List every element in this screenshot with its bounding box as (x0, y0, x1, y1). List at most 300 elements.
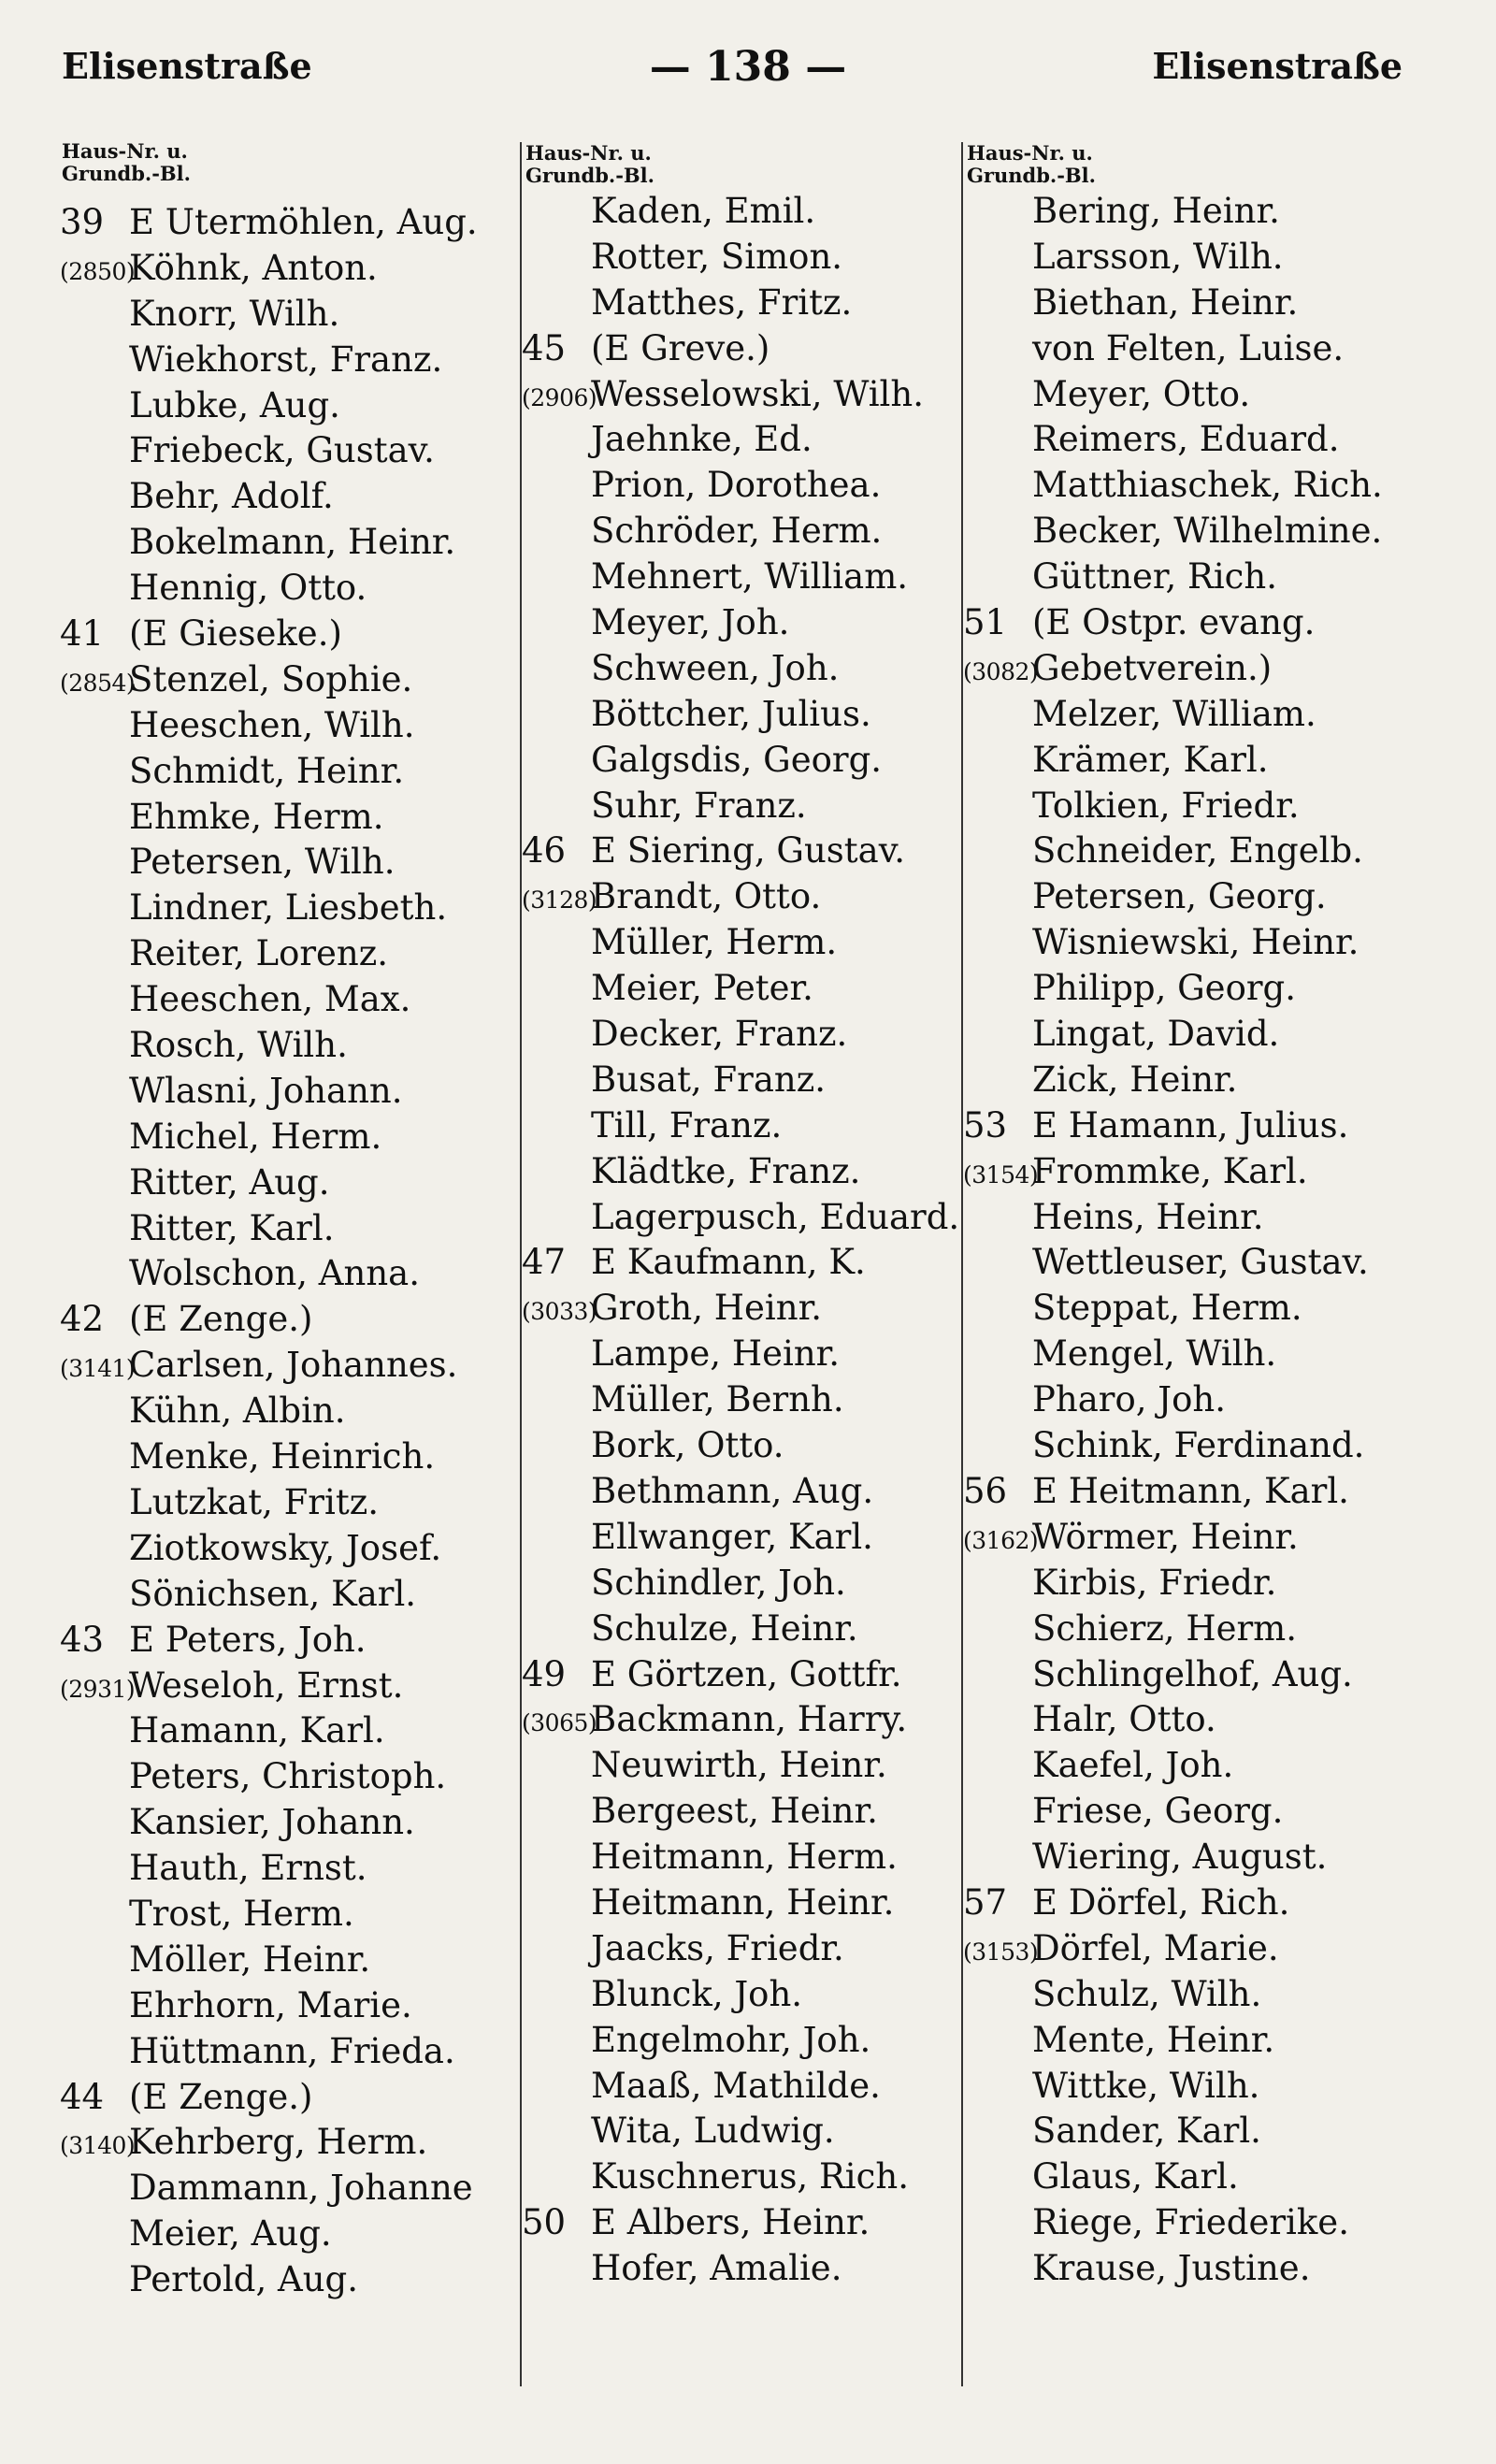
list-item (963, 1149, 1449, 1195)
house-number: 46 (522, 830, 567, 872)
resident-name: Bork, Otto. (591, 1425, 784, 1466)
land-register-number: (3140) (60, 2132, 136, 2160)
resident-name: Rosch, Wilh. (129, 1025, 348, 1066)
list-item (522, 920, 971, 966)
resident-name: Knorr, Wilh. (129, 293, 340, 334)
resident-name: Wittke, Wilh. (1032, 2065, 1260, 2106)
resident-name: Philipp, Georg. (1032, 968, 1296, 1009)
list-item (60, 1846, 527, 1892)
list-item (963, 463, 1449, 509)
resident-name: Ehmke, Herm. (129, 796, 384, 837)
resident-name: Backmann, Harry. (591, 1699, 908, 1740)
resident-name: Hüttmann, Frieda. (129, 2030, 455, 2071)
list-item (60, 1938, 527, 1983)
list-item (522, 1515, 971, 1561)
resident-name: Suhr, Franz. (591, 785, 807, 826)
resident-name: Friese, Georg. (1032, 1791, 1284, 1832)
list-item (963, 1195, 1449, 1241)
resident-name: Klädtke, Franz. (591, 1150, 861, 1191)
resident-name: Güttner, Rich. (1032, 556, 1277, 598)
resident-name: Decker, Franz. (591, 1014, 848, 1055)
resident-name: Matthiaschek, Rich. (1032, 465, 1383, 506)
list-item (963, 2200, 1449, 2246)
list-item (522, 784, 971, 829)
resident-name: Kaden, Emil. (591, 191, 816, 231)
list-item (60, 749, 527, 795)
list-item (963, 281, 1449, 326)
resident-name: Schmidt, Heinr. (129, 750, 405, 791)
house-number: 44 (60, 2076, 105, 2117)
column-header (525, 142, 654, 187)
house-number: 49 (522, 1653, 567, 1694)
list-item (522, 1286, 971, 1332)
resident-name: Bergeest, Heinr. (591, 1791, 878, 1832)
resident-name: von Felten, Luise. (1032, 327, 1345, 368)
list-item (963, 509, 1449, 555)
resident-name: Riege, Friederike. (1032, 2202, 1349, 2243)
entry-list (522, 189, 971, 2292)
list-item (522, 189, 971, 235)
resident-name: Larsson, Wilh. (1032, 236, 1284, 277)
list-item (60, 1434, 527, 1480)
list-item (522, 372, 971, 418)
column-header-line1: Haus-Nr. u. (62, 139, 188, 163)
list-item (522, 1012, 971, 1058)
list-item (60, 520, 527, 566)
resident-name: Neuwirth, Heinr. (591, 1745, 887, 1786)
list-item (522, 1835, 971, 1880)
list-item (522, 1926, 971, 1972)
list-item (963, 1972, 1449, 2018)
resident-name: E Albers, Heinr. (591, 2202, 870, 2243)
list-item (60, 886, 527, 931)
list-item (522, 1561, 971, 1607)
list-item (522, 555, 971, 600)
resident-name: Lindner, Liesbeth. (129, 887, 448, 929)
resident-name: Lagerpusch, Eduard. (591, 1196, 960, 1237)
land-register-number: (3033) (522, 1298, 597, 1326)
land-register-number: (3082) (963, 657, 1039, 685)
resident-name: Blunck, Joh. (591, 1973, 803, 2014)
resident-name: Busat, Franz. (591, 1059, 826, 1100)
resident-name: Schneider, Engelb. (1032, 830, 1363, 872)
list-item (522, 1652, 971, 1698)
resident-name: Michel, Herm. (129, 1116, 382, 1157)
resident-name: E Hamann, Julius. (1032, 1104, 1349, 1146)
resident-name: Lampe, Heinr. (591, 1333, 841, 1375)
list-item (522, 281, 971, 326)
page-number: — 138 — (649, 43, 847, 91)
land-register-number: (2854) (60, 669, 136, 697)
list-item (963, 1926, 1449, 1972)
resident-name: Hamann, Karl. (129, 1710, 385, 1751)
resident-name: Heins, Heinr. (1032, 1196, 1264, 1237)
resident-name: Schindler, Joh. (591, 1562, 846, 1603)
column-header-line2: Grundb.-Bl. (525, 164, 654, 187)
column-header-line2: Grundb.-Bl. (62, 162, 191, 185)
list-item (60, 1023, 527, 1069)
resident-name: Tolkien, Friedr. (1032, 785, 1300, 826)
resident-name: Wiekhorst, Franz. (129, 339, 443, 380)
list-item (522, 1789, 971, 1835)
resident-name: Engelmohr, Joh. (591, 2019, 871, 2060)
resident-name: Pharo, Joh. (1032, 1379, 1226, 1420)
list-item (60, 474, 527, 520)
list-item (522, 1972, 971, 2018)
list-item (963, 1880, 1449, 1926)
resident-name: Dörfel, Marie. (1032, 1927, 1279, 1968)
list-item (963, 829, 1449, 874)
resident-name: Köhnk, Anton. (129, 247, 378, 288)
list-item (963, 2109, 1449, 2154)
list-item (522, 235, 971, 281)
resident-name: Bethmann, Aug. (591, 1470, 874, 1511)
list-item (60, 2029, 527, 2075)
list-item (963, 2154, 1449, 2200)
list-item (522, 1103, 971, 1149)
list-item (522, 326, 971, 372)
resident-name: Biethan, Heinr. (1032, 281, 1299, 323)
list-item (522, 2109, 971, 2154)
list-item (522, 1149, 971, 1195)
resident-name: Kühn, Albin. (129, 1391, 346, 1432)
resident-name: Till, Franz. (591, 1104, 783, 1146)
list-item (963, 600, 1449, 646)
resident-name: Trost, Herm. (129, 1893, 354, 1934)
land-register-number: (3153) (963, 1938, 1039, 1966)
list-item (522, 2200, 971, 2246)
resident-name: Frommke, Karl. (1032, 1150, 1308, 1191)
resident-name: Schröder, Herm. (591, 511, 883, 552)
resident-name: Jaehnke, Ed. (591, 419, 813, 460)
resident-name: Carlsen, Johannes. (129, 1345, 458, 1386)
resident-name: Prion, Dorothea. (591, 465, 882, 506)
list-item (60, 1754, 527, 1800)
list-item (60, 428, 527, 474)
resident-name: Melzer, William. (1032, 693, 1316, 734)
list-item (522, 1058, 971, 1103)
land-register-number: (2850) (60, 257, 136, 285)
list-item (963, 1423, 1449, 1469)
list-item (522, 1195, 971, 1241)
resident-name: Sönichsen, Karl. (129, 1573, 417, 1614)
list-item (963, 1058, 1449, 1103)
list-item (60, 566, 527, 612)
resident-name: Heeschen, Wilh. (129, 704, 415, 745)
list-item (60, 1526, 527, 1572)
land-register-number: (3162) (963, 1526, 1039, 1554)
list-item (963, 920, 1449, 966)
resident-name: Rotter, Simon. (591, 236, 843, 277)
list-item (963, 372, 1449, 418)
list-item (60, 1983, 527, 2029)
list-item (522, 874, 971, 920)
resident-name: Wisniewski, Heinr. (1032, 922, 1359, 963)
house-number: 41 (60, 613, 105, 655)
resident-name: Dammann, Johanne (129, 2168, 473, 2209)
list-item (60, 1664, 527, 1709)
list-item (963, 1240, 1449, 1286)
land-register-number: (3065) (522, 1709, 597, 1737)
resident-name: (E Ostpr. evang. (1032, 602, 1316, 643)
resident-name: Maaß, Mathilde. (591, 2065, 881, 2106)
resident-name: Friebeck, Gustav. (129, 430, 435, 471)
list-item (522, 1240, 971, 1286)
house-number: 47 (522, 1242, 567, 1283)
resident-name: Heeschen, Max. (129, 979, 411, 1020)
list-item (963, 2064, 1449, 2110)
resident-name: Mehnert, William. (591, 556, 909, 598)
resident-name: Ritter, Karl. (129, 1207, 335, 1248)
resident-name: Bokelmann, Heinr. (129, 522, 456, 563)
resident-name: Meyer, Joh. (591, 602, 790, 643)
list-item (522, 966, 971, 1012)
resident-name: E Kaufmann, K. (591, 1242, 866, 1283)
resident-name: Lubke, Aug. (129, 384, 340, 425)
entry-list (60, 200, 527, 2303)
resident-name: Groth, Heinr. (591, 1288, 822, 1329)
resident-name: Böttcher, Julius. (591, 693, 871, 734)
land-register-number: (3141) (60, 1355, 136, 1383)
resident-name: Bering, Heinr. (1032, 191, 1280, 231)
resident-name: Gebetverein.) (1032, 647, 1273, 688)
list-item (60, 1251, 527, 1297)
list-item (963, 417, 1449, 463)
list-item (60, 292, 527, 338)
resident-name: Wörmer, Heinr. (1032, 1516, 1299, 1557)
list-item (522, 600, 971, 646)
resident-name: Hennig, Otto. (129, 568, 367, 609)
resident-name: (E Zenge.) (129, 2076, 313, 2117)
list-item (963, 2246, 1449, 2292)
land-register-number: (3154) (963, 1160, 1039, 1189)
resident-name: Reimers, Eduard. (1032, 419, 1340, 460)
resident-name: Ziotkowsky, Josef. (129, 1527, 442, 1568)
column-1 (60, 139, 527, 2300)
list-item (60, 2075, 527, 2121)
column-2 (520, 142, 971, 2386)
column-header (62, 140, 527, 185)
list-item (522, 1880, 971, 1926)
column-header (967, 142, 1096, 187)
resident-name: Ritter, Aug. (129, 1161, 330, 1203)
resident-name: Halr, Otto. (1032, 1699, 1216, 1740)
resident-name: Meier, Aug. (129, 2213, 332, 2255)
resident-name: Reiter, Lorenz. (129, 933, 389, 974)
house-number: 42 (60, 1299, 105, 1340)
list-item (522, 2018, 971, 2064)
resident-name: Sander, Karl. (1032, 2111, 1261, 2152)
resident-name: Wlasni, Johann. (129, 1070, 403, 1111)
list-item (963, 1607, 1449, 1652)
resident-name: Mente, Heinr. (1032, 2019, 1275, 2060)
resident-name: Kehrberg, Herm. (129, 2122, 428, 2163)
resident-name: Schierz, Herm. (1032, 1607, 1298, 1649)
list-item (963, 874, 1449, 920)
list-item (963, 235, 1449, 281)
resident-name: Lingat, David. (1032, 1014, 1280, 1055)
list-item (522, 829, 971, 874)
resident-name: Wolschon, Anna. (129, 1253, 420, 1294)
resident-name: Krause, Justine. (1032, 2248, 1311, 2289)
list-item (60, 840, 527, 886)
list-item (963, 646, 1449, 692)
list-item (60, 1389, 527, 1434)
list-item (60, 703, 527, 749)
land-register-number: (2906) (522, 383, 597, 411)
resident-name: Matthes, Fritz. (591, 281, 853, 323)
resident-name: E Peters, Joh. (129, 1619, 367, 1660)
resident-name: Wettleuser, Gustav. (1032, 1242, 1369, 1283)
resident-name: E Siering, Gustav. (591, 830, 905, 872)
list-item (522, 2246, 971, 2292)
resident-name: Pertold, Aug. (129, 2259, 358, 2300)
resident-name: (E Gieseke.) (129, 613, 342, 655)
list-item (963, 1469, 1449, 1515)
list-item (963, 1286, 1449, 1332)
list-item (60, 1115, 527, 1160)
resident-name: (E Zenge.) (129, 1299, 313, 1340)
resident-name: Galgsdis, Georg. (591, 739, 883, 780)
column-header-line2: Grundb.-Bl. (967, 164, 1096, 187)
resident-name: Kaefel, Joh. (1032, 1745, 1234, 1786)
list-item (522, 463, 971, 509)
house-number: 45 (522, 327, 567, 368)
list-item (60, 1206, 527, 1252)
list-item (60, 383, 527, 429)
resident-name: Ellwanger, Karl. (591, 1516, 873, 1557)
list-item (60, 2257, 527, 2303)
list-item (60, 795, 527, 841)
list-item (60, 1892, 527, 1938)
land-register-number: (3128) (522, 886, 597, 915)
list-item (60, 977, 527, 1023)
house-number: 56 (963, 1470, 1008, 1511)
list-item (60, 2120, 527, 2166)
resident-name: Müller, Bernh. (591, 1379, 844, 1420)
resident-name: Meier, Peter. (591, 968, 813, 1009)
list-item (963, 555, 1449, 600)
resident-name: Menke, Heinrich. (129, 1436, 436, 1477)
resident-name: Jaacks, Friedr. (591, 1927, 844, 1968)
list-item (60, 1572, 527, 1618)
land-register-number: (2931) (60, 1675, 136, 1703)
list-item (963, 738, 1449, 784)
list-item (522, 692, 971, 738)
resident-name: Hofer, Amalie. (591, 2248, 842, 2289)
list-item (963, 1743, 1449, 1789)
resident-name: E Dörfel, Rich. (1032, 1881, 1290, 1923)
resident-name: Meyer, Otto. (1032, 373, 1251, 414)
resident-name: Peters, Christoph. (129, 1756, 447, 1797)
list-item (963, 1789, 1449, 1835)
resident-name: Glaus, Karl. (1032, 2156, 1239, 2197)
resident-name: Schulz, Wilh. (1032, 1973, 1262, 2014)
resident-name: Wesselowski, Wilh. (591, 373, 924, 414)
resident-name: Kirbis, Friedr. (1032, 1562, 1277, 1603)
resident-name: Stenzel, Sophie. (129, 658, 413, 699)
list-item (60, 1297, 527, 1343)
list-item (963, 784, 1449, 829)
column-header-line1: Haus-Nr. u. (525, 141, 652, 165)
entry-list (963, 189, 1449, 2292)
house-number: 50 (522, 2202, 567, 2243)
list-item (963, 1332, 1449, 1377)
list-item (60, 338, 527, 383)
list-item (60, 2212, 527, 2257)
resident-name: Heitmann, Herm. (591, 1837, 898, 1878)
resident-name: E Heitmann, Karl. (1032, 1470, 1349, 1511)
list-item (60, 2166, 527, 2212)
resident-name: (E Greve.) (591, 327, 770, 368)
resident-name: Heitmann, Heinr. (591, 1881, 895, 1923)
house-number: 57 (963, 1881, 1008, 1923)
list-item (60, 246, 527, 292)
resident-name: Zick, Heinr. (1032, 1059, 1238, 1100)
resident-name: Krämer, Karl. (1032, 739, 1269, 780)
list-item (963, 966, 1449, 1012)
list-item (963, 692, 1449, 738)
resident-name: Petersen, Georg. (1032, 876, 1327, 917)
list-item (60, 1618, 527, 1664)
resident-name: Kuschnerus, Rich. (591, 2156, 909, 2197)
list-item (60, 931, 527, 977)
list-item (963, 1515, 1449, 1561)
list-item (60, 1800, 527, 1846)
list-item (60, 612, 527, 657)
resident-name: Kansier, Johann. (129, 1802, 415, 1843)
column-header-line1: Haus-Nr. u. (967, 141, 1093, 165)
resident-name: Becker, Wilhelmine. (1032, 511, 1383, 552)
list-item (60, 1160, 527, 1206)
list-item (522, 2154, 971, 2200)
list-item (522, 1377, 971, 1423)
list-item (963, 1561, 1449, 1607)
resident-name: Hauth, Ernst. (129, 1848, 367, 1889)
list-item (522, 1469, 971, 1515)
list-item (60, 1069, 527, 1115)
resident-name: Mengel, Wilh. (1032, 1333, 1277, 1375)
resident-name: Ehrhorn, Marie. (129, 1984, 412, 2025)
list-item (522, 738, 971, 784)
list-item (522, 2064, 971, 2110)
list-item (963, 326, 1449, 372)
list-item (963, 189, 1449, 235)
resident-name: Wiering, August. (1032, 1837, 1328, 1878)
list-item (522, 1697, 971, 1743)
resident-name: Schulze, Heinr. (591, 1607, 858, 1649)
resident-name: Müller, Herm. (591, 922, 838, 963)
list-item (522, 509, 971, 555)
resident-name: Weseloh, Ernst. (129, 1664, 404, 1706)
list-item (60, 1343, 527, 1389)
house-number: 51 (963, 602, 1008, 643)
resident-name: Steppat, Herm. (1032, 1288, 1302, 1329)
house-number: 43 (60, 1619, 105, 1660)
list-item (60, 200, 527, 246)
resident-name: E Görtzen, Gottfr. (591, 1653, 902, 1694)
list-item (60, 1480, 527, 1526)
list-item (522, 1607, 971, 1652)
resident-name: E Utermöhlen, Aug. (129, 202, 478, 242)
list-item (522, 646, 971, 692)
house-number: 53 (963, 1104, 1008, 1146)
running-head-right: Elisenstraße (1152, 45, 1402, 87)
resident-name: Schween, Joh. (591, 647, 840, 688)
list-item (963, 1377, 1449, 1423)
resident-name: Schlingelhof, Aug. (1032, 1653, 1353, 1694)
list-item (963, 1652, 1449, 1698)
